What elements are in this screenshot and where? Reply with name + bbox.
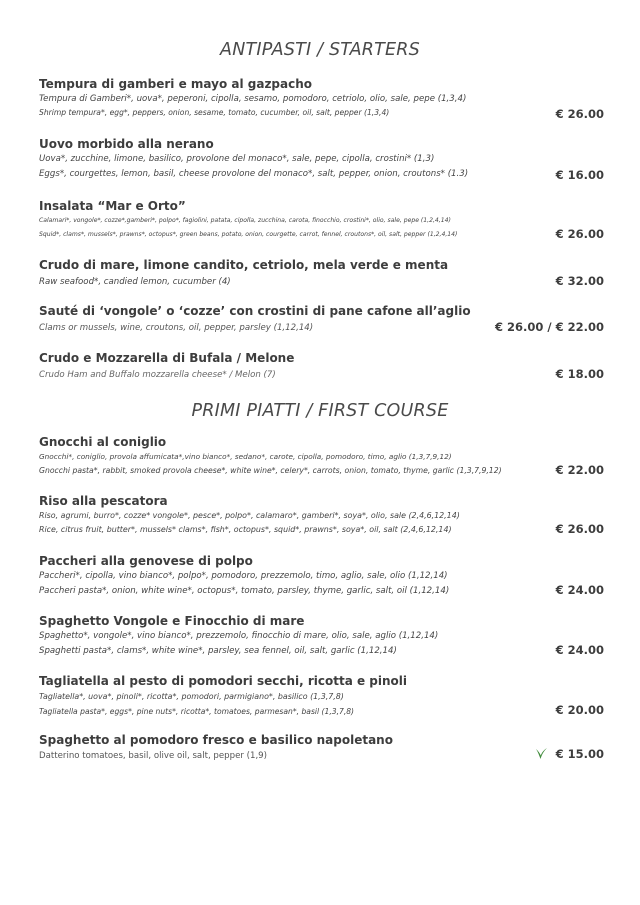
dish-price: € 32.00 <box>555 274 604 288</box>
dish-name: Spaghetto al pomodoro fresco e basilico napoletano <box>39 733 393 747</box>
ingredients-en: Paccheri pasta*, onion, white wine*, octopus*, tomato, parsley, thyme, garlic, salt, oil (1,12,14) <box>39 586 450 596</box>
vegan-leaf-icon <box>534 746 548 763</box>
dish-price: € 20.00 <box>555 703 604 717</box>
dish-price: € 26.00 <box>555 107 604 121</box>
menu-item-paccheri <box>39 554 604 599</box>
menu-item-tagliatella <box>39 674 604 719</box>
ingredients-en: Spaghetti pasta*, clams*, white wine*, parsley, sea fennel, oil, salt, garlic (1,12,14) <box>39 646 397 656</box>
section-title-starters: ANTIPASTI / STARTERS <box>220 40 420 60</box>
dish-name: Sauté di ‘vongole’ o ‘cozze’ con crostini di pane cafone all’aglio <box>39 304 471 318</box>
ingredients-it: Tempura di Gamberi*, uova*, peperoni, cipolla, sesamo, pomodoro, cetriolo, olio, sale, pepe (1,3,4) <box>39 94 467 104</box>
ingredients-it: Paccheri*, cipolla, vino bianco*, polpo*, pomodoro, prezzemolo, timo, aglio, sale, olio (1,12,14) <box>39 571 448 581</box>
dish-name: Gnocchi al coniglio <box>39 435 167 449</box>
ingredients-en: Crudo Ham and Buffalo mozzarella cheese* / Melon (7) <box>39 370 276 380</box>
ingredients-en: Rice, citrus fruit, butter*, mussels* clams*, fish*, octopus*, squid*, prawns*, soya*, oil, salt (2,4,6,12,14) <box>39 525 452 534</box>
dish-price: € 26.00 <box>555 522 604 536</box>
dish-name: Tempura di gamberi e mayo al gazpacho <box>39 77 313 91</box>
dish-name: Crudo e Mozzarella di Bufala / Melone <box>39 351 295 365</box>
dish-price: € 26.00 <box>555 227 604 241</box>
ingredients-en: Clams or mussels, wine, croutons, oil, pepper, parsley (1,12,14) <box>39 323 314 333</box>
dish-price: € 24.00 <box>555 643 604 657</box>
ingredients-it: Uova*, zucchine, limone, basilico, provolone del monaco*, sale, pepe, cipolla, crostini* (1,3) <box>39 154 435 164</box>
menu-item-crudo-di-mare <box>39 258 604 289</box>
ingredients-en: Eggs*, courgettes, lemon, basil, cheese provolone del monaco*, salt, pepper, onion, croutons* (1.3) <box>39 169 469 179</box>
dish-name: Insalata “Mar e Orto” <box>39 199 186 213</box>
menu-item-uovo <box>39 137 604 182</box>
menu-item-tempura <box>39 77 604 120</box>
dish-price: € 15.00 <box>555 747 604 761</box>
dish-name: Riso alla pescatora <box>39 494 168 508</box>
menu-item-saute <box>39 304 604 335</box>
ingredients-it: Calamari*, vongole*, cozze*,gamberi*, polpo*, fagiolini, patata, cipolla, zucchina, carota, finocchio, crostini*, olio, sale, pepe (1,2,4,14) <box>39 217 451 224</box>
ingredients-en: Shrimp tempura*, egg*, peppers, onion, sesame, tomato, cucumber, oil, salt, pepper (1,3,4) <box>39 108 390 117</box>
vegan-leaf-svg <box>534 746 548 760</box>
dish-price-group <box>534 746 604 763</box>
ingredients-en: Gnocchi pasta*, rabbit, smoked provola cheese*, white wine*, celery*, carrots, onion, tomato, thyme, garlic (1,3,7,9,12) <box>39 466 502 475</box>
menu-item-spaghetto-pomodoro <box>39 733 604 763</box>
dish-price: € 18.00 <box>555 367 604 381</box>
menu-item-riso <box>39 494 604 537</box>
ingredients-en: Raw seafood*, candied lemon, cucumber (4) <box>39 277 231 287</box>
ingredients-en: Squid*, clams*, mussels*, prawns*, octopus*, green beans, potato, onion, courgette, carrot, fennel, croutons*, oil, salt, pepper (1,2,4,14) <box>39 231 458 238</box>
dish-name: Crudo di mare, limone candito, cetriolo, mela verde e menta <box>39 258 449 272</box>
ingredients-it: Spaghetto*, vongole*, vino bianco*, prezzemolo, finocchio di mare, olio, sale, aglio (1,12,14) <box>39 631 439 641</box>
ingredients-it: Gnocchi*, coniglio, provola affumicata*,vino bianco*, sedano*, carote, cipolla, pomodoro, timo, aglio (1,3,7,9,12) <box>39 452 452 461</box>
menu-item-gnocchi <box>39 435 604 478</box>
dish-name: Paccheri alla genovese di polpo <box>39 554 253 568</box>
ingredients-it: Tagliatella*, uova*, pinoli*, ricotta*, pomodori, parmigiano*, basilico (1,3,7,8) <box>39 692 344 701</box>
menu-item-crudo-mozzarella <box>39 351 604 382</box>
ingredients-en: Tagliatella pasta*, eggs*, pine nuts*, ricotta*, tomatoes, parmesan*, basil (1,3,7,8) <box>39 707 355 716</box>
dish-price: € 22.00 <box>555 463 604 477</box>
ingredients-en: Datterino tomatoes, basil, olive oil, salt, pepper (1,9) <box>39 751 267 761</box>
dish-price: € 26.00 / € 22.00 <box>495 320 604 334</box>
dish-price: € 24.00 <box>555 583 604 597</box>
dish-name: Uovo morbido alla nerano <box>39 137 214 151</box>
dish-price: € 16.00 <box>555 168 604 182</box>
menu-item-spaghetto-vongole <box>39 614 604 659</box>
ingredients-it: Riso, agrumi, burro*, cozze* vongole*, pesce*, polpo*, calamaro*, gamberi*, soya*, olio, sale (2,4,6,12,14) <box>39 511 460 520</box>
section-title-first-course: PRIMI PIATTI / FIRST COURSE <box>191 401 449 421</box>
menu-item-insalata <box>39 199 604 242</box>
dish-name: Spaghetto Vongole e Finocchio di mare <box>39 614 305 628</box>
dish-name: Tagliatella al pesto di pomodori secchi, ricotta e pinoli <box>39 674 408 688</box>
